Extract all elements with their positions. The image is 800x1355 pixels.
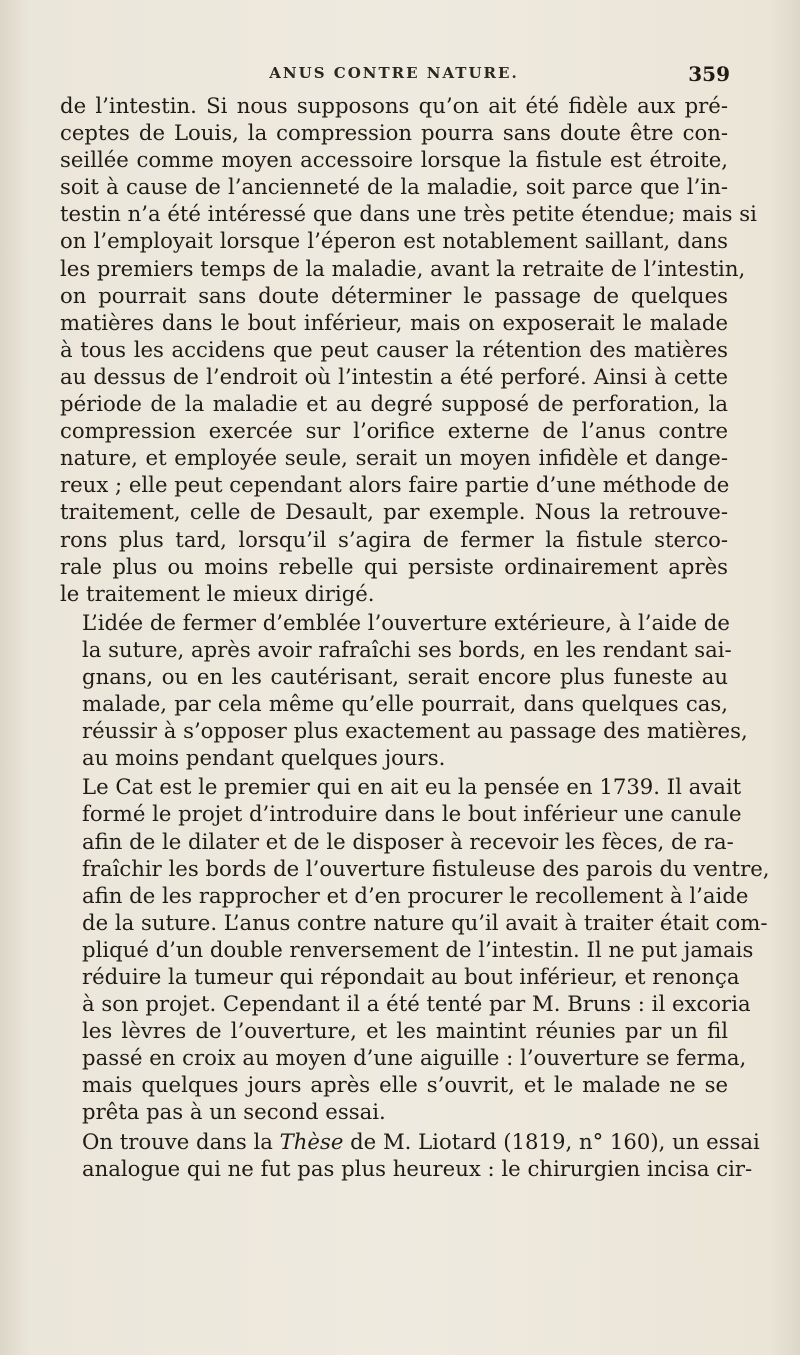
text-line: afin de les rapprocher et d’en procurer le recollement à l’aide [82,882,749,908]
text-line: afin de le dilater et de le disposer à recevoir les fèces, de ra- [82,828,734,854]
text-line: à son projet. Cependant il a été tenté par M. Bruns : il excoria [82,991,751,1017]
text-line: ceptes de Louis, la compression pourra sans doute être con- [60,120,728,146]
italic-title: Thèse [279,1128,344,1154]
text-line: au dessus de l’endroit où l’intestin a été perforé. Ainsi à cette [60,363,728,389]
text-line: à tous les accidens que peut causer la rétention des matières [60,336,728,362]
paragraph [60,773,770,1125]
text-line: on l’employait lorsque l’éperon est notablement saillant, dans [60,228,728,254]
text-line: testin n’a été intéressé que dans une très petite étendue; mais si [60,201,757,227]
text-line: de la suture. L’anus contre nature qu’il avait à traiter était com- [82,909,768,935]
text-line: analogue qui ne fut pas plus heureux : le chirurgien incisa cir- [82,1155,753,1181]
body-text [60,92,770,1182]
text-line: formé le projet d’introduire dans le bout inférieur une canule [82,801,742,827]
text-line: malade, par cela même qu’elle pourrait, dans quelques cas, [82,691,728,717]
text-line: Le Cat est le premier qui en ait eu la pensée en 1739. Il avait [82,774,742,800]
running-head [60,62,728,92]
text-line: on pourrait sans doute déterminer le passage de quelques [60,282,728,308]
paragraph [60,1128,760,1182]
text-line: passé en croix au moyen d’une aiguille : l’ouverture se ferma, [82,1045,747,1071]
text-line: compression exercée sur l’orifice externe de l’anus contre [60,418,728,444]
paragraph [60,92,757,607]
text-line: mais quelques jours après elle s’ouvrit, et le malade ne se [82,1072,728,1098]
text-line: gnans, ou en les cautérisant, serait encore plus funeste au [82,663,728,689]
text-line: seillée comme moyen accessoire lorsque la fistule est étroite, [60,147,728,173]
running-title: ANUS CONTRE NATURE. [269,64,519,82]
paragraph [60,609,748,772]
text-line: les premiers temps de la maladie, avant la retraite de l’intestin, [60,255,746,281]
text-line: On trouve dans la Thèse de M. Liotard (1819, n° 160), un essai [82,1128,760,1154]
text-line: nature, et employée seule, serait un moyen infidèle et dange- [60,445,728,471]
text-line: au moins pendant quelques jours. [82,745,446,771]
text-line: traitement, celle de Desault, par exemple. Nous la retrouve- [60,499,728,525]
text-line: de l’intestin. Si nous supposons qu’on ait été fidèle aux pré- [60,93,728,118]
text-line: pliqué d’un double renversement de l’intestin. Il ne put jamais [82,936,754,962]
text-line: période de la maladie et au degré supposé de perforation, la [60,391,728,417]
text-line: réussir à s’opposer plus exactement au passage des matières, [82,718,748,744]
text-line: reux ; elle peut cependant alors faire partie d’une méthode de [60,472,730,498]
text-line: L’idée de fermer d’emblée l’ouverture extérieure, à l’aide de [82,609,730,635]
text-line: rons plus tard, lorsqu’il s’agira de fermer la fistule sterco- [60,526,728,552]
text-line: rale plus ou moins rebelle qui persiste ordinairement après [60,553,728,579]
text-line: fraîchir les bords de l’ouverture fistuleuse des parois du ventre, [82,855,770,881]
text-line: la suture, après avoir rafraîchi ses bords, en les rendant sai- [82,636,732,662]
page-number: 359 [688,62,730,86]
text-line: réduire la tumeur qui répondait au bout inférieur, et renonça [82,964,740,989]
text-line: soit à cause de l’ancienneté de la maladie, soit parce que l’in- [60,174,728,200]
text-line: les lèvres de l’ouverture, et les maintint réunies par un fil [82,1018,728,1044]
text-line: le traitement le mieux dirigé. [60,580,375,606]
text-line: matières dans le bout inférieur, mais on exposerait le malade [60,309,728,335]
text-line: prêta pas à un second essai. [82,1099,386,1125]
